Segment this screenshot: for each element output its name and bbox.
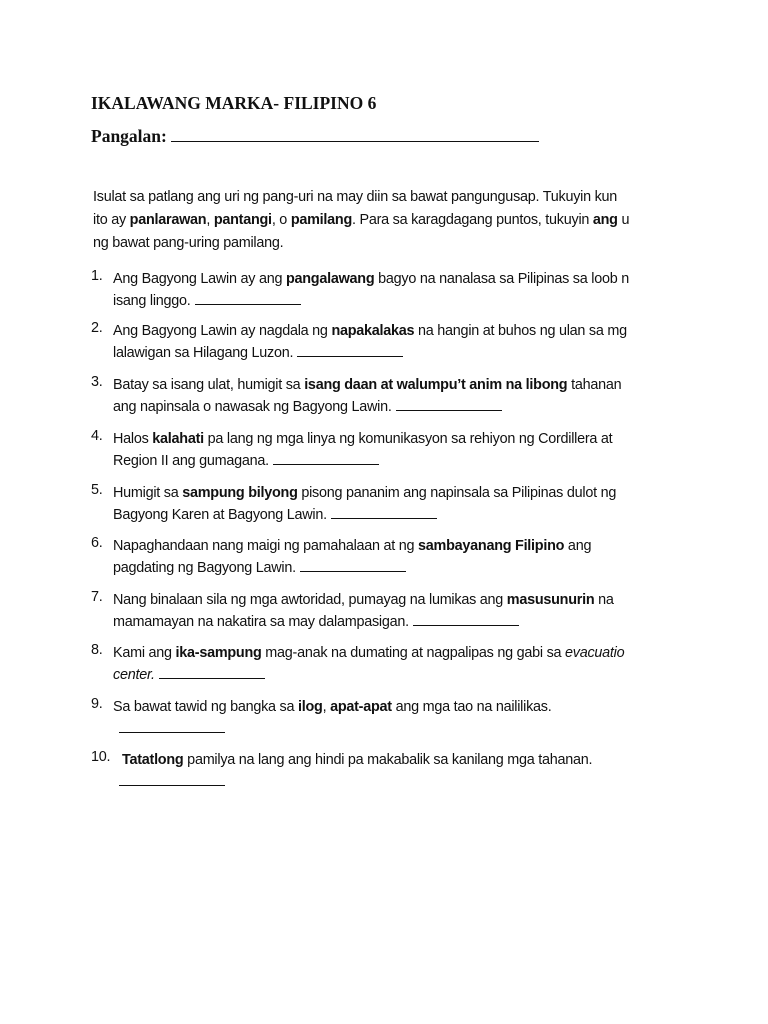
question-line-text: Sa bawat tawid ng bangka sa xyxy=(113,699,299,715)
question-line xyxy=(113,396,621,418)
instructions-line-2-text: u xyxy=(617,212,630,228)
question-line xyxy=(113,320,627,342)
question-text xyxy=(113,696,551,740)
question-line xyxy=(113,664,624,686)
question-line xyxy=(113,290,629,312)
page-title: IKALAWANG MARKA- FILIPINO 6 xyxy=(91,93,377,113)
question-line xyxy=(113,611,614,633)
question-line-text: Ang Bagyong Lawin ay ang xyxy=(113,271,286,287)
question-line-text: lalawigan sa Hilagang Luzon. xyxy=(113,345,294,361)
question-line-text: Halos xyxy=(113,431,153,447)
instructions-line-2-text: panlarawan xyxy=(129,212,207,228)
question-line-text: Bagyong Karen at Bagyong Lawin. xyxy=(113,507,327,523)
question-text xyxy=(113,642,624,686)
question-line-text: Nang binalaan sila ng mga awtoridad, pumayag na lumikas ang xyxy=(113,592,507,608)
instructions-line-1 xyxy=(93,186,629,209)
question-line xyxy=(113,589,614,611)
question-text xyxy=(113,320,627,364)
name-label: Pangalan: xyxy=(91,126,167,146)
question-line-text: sampung bilyong xyxy=(182,485,298,501)
question-line xyxy=(113,535,591,557)
instructions-line-2-text: ang xyxy=(592,212,618,228)
answer-blank[interactable] xyxy=(119,720,225,733)
question-number: 9. xyxy=(91,696,103,712)
question-line-text: na hangin at buhos ng ulan sa mg xyxy=(414,323,627,339)
question-line-text: Tatatlong xyxy=(122,752,184,768)
answer-blank[interactable] xyxy=(413,613,519,626)
question-line-text: pamilya na lang ang hindi pa makabalik sa kanilang mga tahanan. xyxy=(183,752,593,768)
question-line-text: , xyxy=(322,699,331,715)
question-number: 4. xyxy=(91,428,103,444)
question-text xyxy=(122,749,592,793)
instructions-line-3 xyxy=(93,232,629,255)
question-line-text: tahanan xyxy=(567,377,622,393)
name-field-line[interactable] xyxy=(171,127,539,142)
question-line-text: pa lang ng mga linya ng komunikasyon sa rehiyon ng Cordillera at xyxy=(203,431,613,447)
question-text xyxy=(113,428,612,472)
question-line xyxy=(113,696,551,718)
question-line-text: masusunurin xyxy=(506,592,595,608)
instructions-line-2-text: . Para sa karagdagang puntos, tukuyin xyxy=(351,212,593,228)
question-number: 6. xyxy=(91,535,103,551)
question-number: 10. xyxy=(91,749,111,765)
question-line-text: isang linggo. xyxy=(113,293,191,309)
question-line-text: ang mga tao na naililikas. xyxy=(391,699,552,715)
question-line-text: Kami ang xyxy=(113,645,176,661)
question-line-text: evacuatio xyxy=(565,645,625,661)
question-line xyxy=(113,268,629,290)
answer-blank-line xyxy=(113,718,551,740)
question-line-text: ika-sampung xyxy=(175,645,262,661)
instructions-line-2 xyxy=(93,209,629,232)
question-text xyxy=(113,482,616,526)
question-number: 8. xyxy=(91,642,103,658)
question-line-text: Ang Bagyong Lawin ay nagdala ng xyxy=(113,323,332,339)
instructions xyxy=(93,186,629,255)
question-line xyxy=(122,749,592,771)
question-line-text: mamamayan na nakatira sa may dalampasigan. xyxy=(113,614,409,630)
question-line xyxy=(113,428,612,450)
answer-blank[interactable] xyxy=(300,559,406,572)
question-line xyxy=(113,374,621,396)
question-text xyxy=(113,268,629,312)
question-text xyxy=(113,535,591,579)
question-line-text: isang daan at walumpu’t anim na libong xyxy=(304,377,568,393)
question-text xyxy=(113,589,614,633)
question-line-text: ilog xyxy=(298,699,323,715)
question-number: 3. xyxy=(91,374,103,390)
question-line-text: bagyo na nanalasa sa Pilipinas sa loob n xyxy=(374,271,629,287)
question-line-text: Humigit sa xyxy=(113,485,183,501)
answer-blank-line xyxy=(122,771,592,793)
question-number: 1. xyxy=(91,268,103,284)
instructions-line-1-text: Isulat sa patlang ang uri ng pang-uri na may diin sa bawat pangungusap. Tukuyin kun xyxy=(93,189,618,205)
question-line-text: pangalawang xyxy=(285,271,375,287)
question-number: 5. xyxy=(91,482,103,498)
question-line-text: na xyxy=(594,592,614,608)
answer-blank[interactable] xyxy=(273,452,379,465)
question-number: 7. xyxy=(91,589,103,605)
question-line xyxy=(113,642,624,664)
question-line-text: pagdating ng Bagyong Lawin. xyxy=(113,560,296,576)
answer-blank[interactable] xyxy=(331,506,437,519)
answer-blank[interactable] xyxy=(119,773,225,786)
instructions-line-3-text: ng bawat pang-uring pamilang. xyxy=(93,235,284,251)
instructions-line-2-text: pantangi xyxy=(213,212,272,228)
question-line-text: Napaghandaan nang maigi ng pamahalaan at ng xyxy=(113,538,419,554)
question-line-text: Region II ang gumagana. xyxy=(113,453,269,469)
question-line-text: center. xyxy=(113,667,155,683)
question-line xyxy=(113,504,616,526)
question-line-text: ang xyxy=(564,538,592,554)
question-line xyxy=(113,342,627,364)
question-line-text: pisong pananim ang napinsala sa Pilipinas dulot ng xyxy=(297,485,617,501)
instructions-line-2-text: , xyxy=(206,212,214,228)
answer-blank[interactable] xyxy=(195,292,301,305)
question-line-text: apat-apat xyxy=(330,699,392,715)
answer-blank[interactable] xyxy=(297,344,403,357)
question-line xyxy=(113,482,616,504)
name-row xyxy=(91,126,539,147)
question-line-text: Batay sa isang ulat, humigit sa xyxy=(113,377,305,393)
question-line xyxy=(113,450,612,472)
question-line-text: kalahati xyxy=(152,431,204,447)
question-line-text: napakalakas xyxy=(331,323,415,339)
answer-blank[interactable] xyxy=(396,398,502,411)
question-number: 2. xyxy=(91,320,103,336)
question-line xyxy=(113,557,591,579)
question-line-text: ang napinsala o nawasak ng Bagyong Lawin. xyxy=(113,399,392,415)
question-text xyxy=(113,374,621,418)
instructions-line-2-text: , o xyxy=(271,212,291,228)
instructions-line-2-text: pamilang xyxy=(290,212,352,228)
instructions-line-2-text: ito ay xyxy=(93,212,130,228)
question-line-text: mag-anak na dumating at nagpalipas ng gabi sa xyxy=(261,645,566,661)
answer-blank[interactable] xyxy=(159,666,265,679)
question-line-text: sambayanang Filipino xyxy=(418,538,565,554)
